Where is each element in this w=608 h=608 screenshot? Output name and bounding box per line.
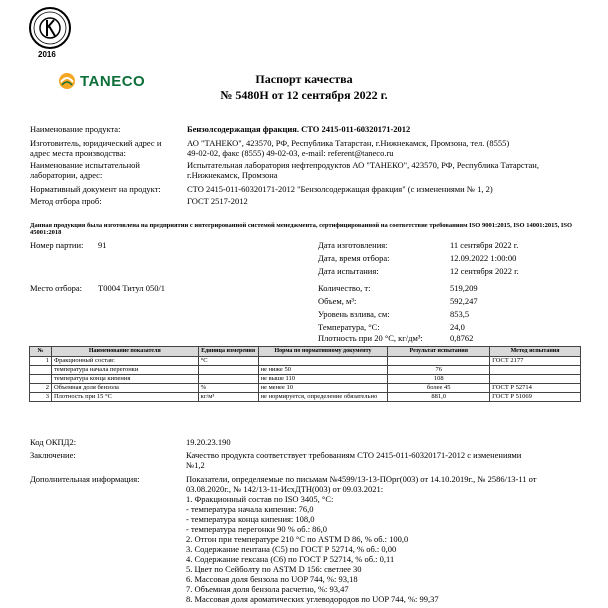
quantity-value-mass: 519,209 <box>450 283 478 293</box>
okpd-value: 19.20.23.190 <box>186 437 231 447</box>
okpd-label: Код ОКПД2: <box>30 437 77 447</box>
conclusion-label: Заключение: <box>30 450 76 460</box>
quantity-value-temperature: 24,0 <box>450 322 465 332</box>
info-value-lab: Испытательная лаборатория нефтепродуктов АО "ТАНЕКО", 423570, РФ, Республика Татарстан, <box>187 160 539 170</box>
info-label-lab: Наименование испытательной <box>30 160 140 170</box>
seal-year: 2016 <box>38 50 56 59</box>
date-label-sampling: Дата, время отбора: <box>318 253 390 263</box>
batch-value: 91 <box>98 240 107 250</box>
cell-result: 881,0 <box>388 393 490 402</box>
quantity-value-volume: 592,247 <box>450 296 478 306</box>
info-label-manufacturer-2: адрес места производства: <box>30 148 126 158</box>
additional-info-line: - температура перегонки 90 % об.: 86,0 <box>186 524 328 534</box>
info-value-product: Бензолсодержащая фракция. СТО 2415-011-60320171-2012 <box>187 124 411 134</box>
cell-name: температура конца кипения <box>51 375 198 384</box>
cell-norm: не выше 110 <box>258 375 388 384</box>
cell-norm: не ниже 50 <box>258 366 388 375</box>
cell-num: 1 <box>30 357 52 366</box>
info-value-standard: СТО 2415-011-60320171-2012 "Бензолсодержащая фракция" (с изменениями № 1, 2) <box>187 184 493 194</box>
additional-info-line: 4. Содержание гексана (С6) по ГОСТ Р 52714, % об.: 0,11 <box>186 554 395 564</box>
cell-norm: не нормируется, определение обязательно <box>258 393 388 402</box>
sampling-place-label: Место отбора: <box>30 283 82 293</box>
column-header: Норма по нормативному документу <box>258 347 388 357</box>
document-title: Паспорт качества <box>255 72 353 86</box>
quantity-label-level: Уровень взлива, см: <box>318 309 390 319</box>
additional-info-line: 7. Объемная доля бензола расчетно, %: 93,47 <box>186 584 349 594</box>
cell-num <box>30 375 52 384</box>
cell-name: Объемная доля бензола <box>51 384 198 393</box>
additional-info-line: 5. Цвет по Сейболту по ASTM D 156: светлее 30 <box>186 564 362 574</box>
specs-table <box>29 346 581 402</box>
additional-info-line: - температура конца кипения: 108,0 <box>186 514 315 524</box>
table-row <box>30 384 581 393</box>
info-value-manufacturer-2: 49-02-02, факс (8555) 49-02-03, e-mail: referent@taneco.ru <box>187 148 394 158</box>
cell-method: ГОСТ 2177 <box>490 357 581 366</box>
info-value-lab-2: г.Нижнекамск, Промзона <box>187 170 278 180</box>
cell-unit <box>198 375 258 384</box>
cell-name: Плотность при 15 °С <box>51 393 198 402</box>
info-label-manufacturer: Изготовитель, юридический адрес и <box>30 138 162 148</box>
column-header: № <box>30 347 52 357</box>
additional-info-line: 6. Массовая доля бензола по UOP 744, %: 93,18 <box>186 574 358 584</box>
cell-unit <box>198 366 258 375</box>
additional-info-line: 03.08.2020г., № 142/13-11-ИсхДТН(003) от 09.03.2021: <box>186 484 384 494</box>
info-value-sampling-method: ГОСТ 2517-2012 <box>187 196 248 206</box>
logo-text: TANECO <box>80 72 146 90</box>
info-value-manufacturer: АО "ТАНЕКО", 423570, РФ, Республика Татарстан, г.Нижнекамск, Промзона, тел. (8555) <box>187 138 510 148</box>
additional-info-line: 3. Содержание пентана (С5) по ГОСТ Р 52714, % об.: 0,00 <box>186 544 397 554</box>
sampling-place-value: Т0004 Титул 050/1 <box>98 283 166 293</box>
additional-info-line: 1. Фракционный состав по ISO 3405, °С: <box>186 494 334 504</box>
additional-info-list <box>186 474 537 604</box>
cell-method: ГОСТ Р 51069 <box>490 393 581 402</box>
column-header: Единица измерения <box>198 347 258 357</box>
certification-note: Данная продукция была изготовлена на предприятии с интегрированной системой менеджмента, сертифицированной на соответствие требованиям ISO 9001:2015, ISO 14001:2015, ISO 45001:2018 <box>30 222 573 236</box>
quantity-value-density: 0,8762 <box>450 333 474 343</box>
info-label-product: Наименование продукта: <box>30 124 121 134</box>
column-header: Наименование показателя <box>51 347 198 357</box>
cell-method <box>490 375 581 384</box>
cell-num: 3 <box>30 393 52 402</box>
cell-result: 76 <box>388 366 490 375</box>
cell-name: температура начала перегонки <box>51 366 198 375</box>
cell-method <box>490 366 581 375</box>
table-row <box>30 375 581 384</box>
quantity-label-temperature: Температура, °С: <box>318 322 380 332</box>
info-label-sampling-method: Метод отбора проб: <box>30 196 102 206</box>
cell-norm <box>258 357 388 366</box>
table-row <box>30 393 581 402</box>
additional-info-line: - температура начала кипения: 76,0 <box>186 504 314 514</box>
table-header-row <box>30 347 581 357</box>
date-value-sampling: 12.09.2022 1:00:00 <box>450 253 517 263</box>
cell-norm: не менее 10 <box>258 384 388 393</box>
quantity-label-mass: Количество, т: <box>318 283 371 293</box>
document-number: № 5480Н от 12 сентября 2022 г. <box>220 88 388 102</box>
cell-unit: кг/м³ <box>198 393 258 402</box>
table-row <box>30 357 581 366</box>
cell-name: Фракционный состав: <box>51 357 198 366</box>
info-label-lab-2: лаборатории, адрес: <box>30 170 103 180</box>
table-row <box>30 366 581 375</box>
cell-unit: % <box>198 384 258 393</box>
cell-result <box>388 357 490 366</box>
quantity-value-level: 853,5 <box>450 309 470 319</box>
additional-info-line: 2. Отгон при температуре 210 °С по ASTM D 86, % об.: 100,0 <box>186 534 409 544</box>
cell-result: более 45 <box>388 384 490 393</box>
date-label-testing: Дата испытания: <box>318 266 379 276</box>
batch-label: Номер партии: <box>30 240 84 250</box>
date-label-production: Дата изготовления: <box>318 240 388 250</box>
cell-num: 2 <box>30 384 52 393</box>
cell-method: ГОСТ Р 52714 <box>490 384 581 393</box>
certification-seal <box>28 6 72 50</box>
info-label-standard: Нормативный документ на продукт: <box>30 184 161 194</box>
cell-unit: °С <box>198 357 258 366</box>
date-value-production: 11 сентября 2022 г. <box>450 240 519 250</box>
date-value-testing: 12 сентября 2022 г. <box>450 266 519 276</box>
additional-info-line: Показатели, определяемые по письмам №4599/13-13-ПОрг(003) от 14.10.2019г., № 2586/13-11 от <box>186 474 537 484</box>
cell-result: 108 <box>388 375 490 384</box>
quantity-label-volume: Объем, м³: <box>318 296 357 306</box>
additional-info-line: 8. Массовая доля ароматических углеводородов по UOP 744, %: 99,37 <box>186 594 439 604</box>
additional-info-label: Дополнительная информация: <box>30 474 140 484</box>
quantity-label-density: Плотность при 20 °С, кг/дм³: <box>318 333 423 343</box>
column-header: Результат испытания <box>388 347 490 357</box>
cell-num <box>30 366 52 375</box>
conclusion-text: Качество продукта соответствует требованиям СТО 2415-011-60320171-2012 с изменениями <box>186 450 522 460</box>
column-header: Метод испытания <box>490 347 581 357</box>
conclusion-text-2: №1,2 <box>186 460 205 470</box>
